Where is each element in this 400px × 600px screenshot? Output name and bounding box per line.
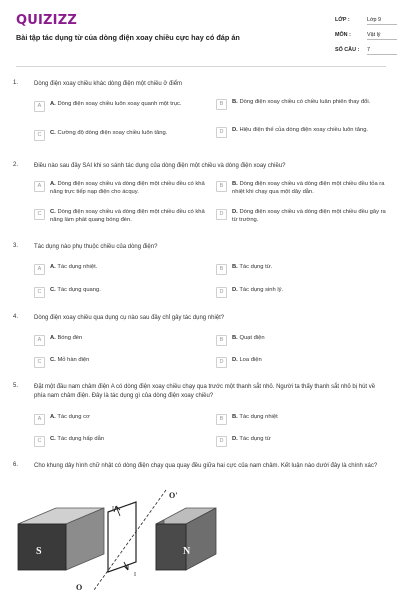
option-prefix: B. (232, 264, 238, 270)
option-letter-box: D (216, 436, 227, 447)
question-text: Dòng điện xoay chiều qua dụng cụ nào sau đây chỉ gây tác dụng nhiệt? (34, 315, 225, 321)
option-prefix: A. (50, 181, 56, 187)
question-number: 1. (13, 80, 19, 86)
option-d[interactable] (216, 357, 392, 368)
option-letter-box: B (216, 335, 227, 346)
axis-label-top: O' (169, 491, 178, 500)
question-number: 3. (13, 243, 19, 249)
worksheet-title: Bài tập tác dụng từ của dòng điện xoay chiều cực hay có đáp án (16, 33, 240, 42)
option-prefix: A. (50, 335, 56, 341)
meta-subject-label: MÔN : (335, 32, 351, 38)
option-c[interactable] (34, 357, 210, 368)
option-text: Tác dụng từ. (239, 264, 273, 270)
option-b[interactable] (216, 264, 392, 275)
option-text: Tác dụng cơ (57, 414, 90, 420)
option-prefix: C. (50, 436, 56, 442)
option-prefix: A. (50, 101, 56, 107)
question-number: 5. (13, 383, 19, 389)
option-letter-box: A (34, 101, 45, 112)
option-c[interactable] (34, 209, 210, 224)
option-text: Dòng điện xoay chiều có chiều luân phiên thay đổi. (239, 99, 371, 105)
current-label-top: I (112, 506, 114, 512)
option-prefix: B. (232, 181, 238, 187)
option-c[interactable] (34, 130, 210, 141)
option-prefix: A. (50, 264, 56, 270)
question-text: Đặt một đầu nam châm điện A có dòng điện xoay chiều chạy qua trước một thanh sắt nhỏ. Người ta thấy thanh sắt nhỏ bị hút về phía nam châm điện. Đây là tác dụng gì của dòng điện xoay chiều? (34, 384, 376, 399)
option-text: Mỏ hàn điện (57, 357, 90, 363)
option-letter-box: D (216, 287, 227, 298)
meta-grade-label: LỚP : (335, 17, 350, 23)
option-letter-box: A (34, 335, 45, 346)
question-number: 4. (13, 314, 19, 320)
header-divider (16, 66, 386, 67)
meta-count-label: SỐ CÂU : (335, 47, 360, 53)
option-prefix: A. (50, 414, 56, 420)
option-letter-box: C (34, 209, 45, 220)
option-c[interactable] (34, 436, 210, 447)
rotation-axis (94, 490, 166, 590)
question-text: Tác dụng nào phụ thuộc chiều của dòng điện? (34, 244, 158, 250)
option-letter-box: A (34, 414, 45, 425)
option-letter-box: C (34, 357, 45, 368)
option-prefix: D. (232, 127, 238, 133)
option-prefix: D. (232, 209, 238, 215)
option-letter-box: B (216, 264, 227, 275)
option-text: Tác dụng nhiệt (239, 414, 278, 420)
option-d[interactable] (216, 209, 392, 224)
question-text: Cho khung dây hình chữ nhật có dòng điện chạy qua quay đều giữa hai cực của nam châm. Kết luận nào dưới đây là chính xác? (34, 463, 378, 469)
option-c[interactable] (34, 287, 210, 298)
option-text: Dòng điện xoay chiều và dòng điện một chiều đều gây ra từ trường. (232, 209, 386, 223)
option-a[interactable] (34, 101, 210, 112)
option-prefix: B. (232, 99, 238, 105)
question-text: Điều nào sau đây SAI khi so sánh tác dụng của dòng điện một chiều và dòng điện xoay chiều? (34, 163, 286, 169)
option-text: Dòng điện xoay chiều và dòng điện một chiều đều có khả năng trực tiếp nạp điện cho ácquy. (50, 181, 205, 195)
option-a[interactable] (34, 414, 210, 425)
magnet-n-pole (156, 508, 216, 570)
option-a[interactable] (34, 181, 210, 196)
option-text: Tác dụng từ (239, 436, 271, 442)
header (0, 0, 400, 70)
option-prefix: D. (232, 287, 238, 293)
option-prefix: C. (50, 209, 56, 215)
question-number: 2. (13, 162, 19, 168)
option-prefix: B. (232, 335, 238, 341)
meta-subject-value: Vật lý (367, 32, 397, 40)
option-text: Tác dụng quang. (57, 287, 101, 293)
option-letter-box: C (34, 287, 45, 298)
option-text: Tác dụng sinh lý. (239, 287, 284, 293)
option-letter-box: B (216, 181, 227, 192)
option-b[interactable] (216, 335, 392, 346)
option-b[interactable] (216, 181, 392, 196)
quizizz-logo: QUIZIZZ (16, 13, 77, 28)
option-text: Bóng đèn (57, 335, 83, 341)
option-prefix: D. (232, 436, 238, 442)
option-letter-box: B (216, 99, 227, 110)
current-label-bottom: I (134, 572, 136, 578)
option-prefix: C. (50, 130, 56, 136)
option-letter-box: C (34, 436, 45, 447)
option-text: Quạt điện (239, 335, 265, 341)
option-text: Dòng điện xoay chiều và dòng điện một chiều đều có khả năng làm phát quang bóng đèn. (50, 209, 205, 223)
option-letter-box: D (216, 127, 227, 138)
option-text: Tác dụng nhiệt. (57, 264, 98, 270)
option-prefix: C. (50, 357, 56, 363)
option-text: Dòng điện xoay chiều luôn xoay quanh một trục. (57, 101, 182, 107)
meta-grade-value: Lớp 9 (367, 17, 397, 25)
option-letter-box: A (34, 264, 45, 275)
option-text: Loa điện (239, 357, 262, 363)
option-letter-box: C (34, 130, 45, 141)
option-prefix: C. (50, 287, 56, 293)
axis-label-bottom: O (76, 583, 83, 592)
option-a[interactable] (34, 264, 210, 275)
coil-frame (108, 502, 136, 572)
option-d[interactable] (216, 127, 392, 138)
option-text: Hiệu điện thế của dòng điện xoay chiều luôn tăng. (239, 127, 369, 133)
option-letter-box: D (216, 209, 227, 220)
option-text: Tác dụng hấp dẫn (57, 436, 105, 442)
option-d[interactable] (216, 287, 392, 298)
option-text: Dòng điện xoay chiều và dòng điện một chiều đều tỏa ra nhiệt khi chạy qua một dây dẫn. (232, 181, 385, 195)
pole-n-label: N (183, 546, 191, 557)
option-prefix: B. (232, 414, 238, 420)
option-letter-box: D (216, 357, 227, 368)
option-b[interactable] (216, 414, 392, 425)
option-prefix: D. (232, 357, 238, 363)
option-a[interactable] (34, 335, 210, 346)
option-text: Cường độ dòng điện xoay chiều luôn tăng. (57, 130, 168, 136)
question-number: 6. (13, 462, 19, 468)
magnet-s-pole (18, 508, 104, 570)
option-letter-box: A (34, 181, 45, 192)
meta-count-value: 7 (367, 47, 397, 55)
option-letter-box: B (216, 414, 227, 425)
coil-magnet-figure (16, 484, 226, 594)
current-arrow-down (124, 562, 128, 570)
option-b[interactable] (216, 99, 392, 110)
question-text: Dòng điện xoay chiều khác dòng điện một chiều ở điểm (34, 81, 183, 87)
option-d[interactable] (216, 436, 392, 447)
pole-s-label: S (36, 546, 42, 557)
